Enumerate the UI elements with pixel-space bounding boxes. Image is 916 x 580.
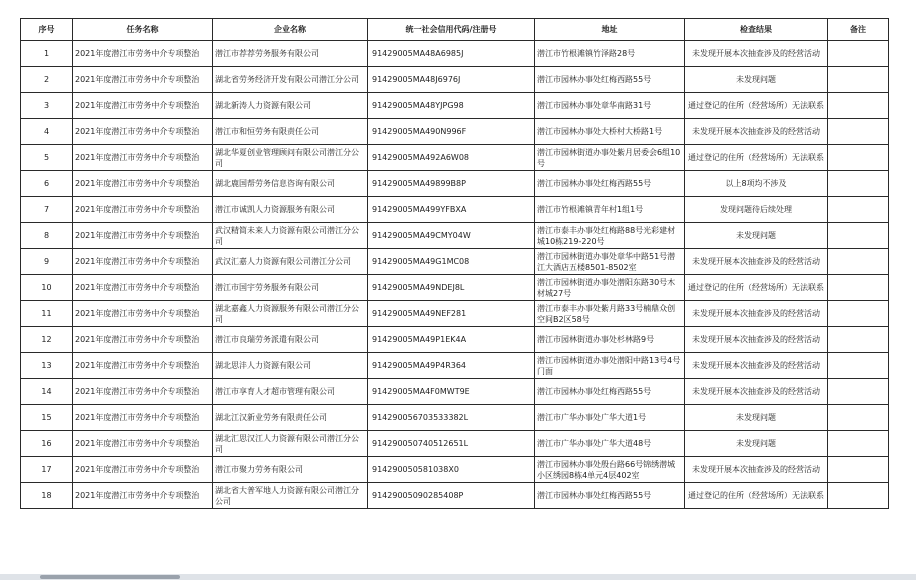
cell-addr[interactable]: 潜江市园林办事处红梅西路55号	[535, 67, 685, 93]
cell-note[interactable]	[828, 483, 889, 509]
cell-no[interactable]: 8	[21, 223, 73, 249]
cell-note[interactable]	[828, 145, 889, 171]
cell-result[interactable]: 未发现开展本次抽查涉及的经营活动	[685, 379, 828, 405]
cell-result[interactable]: 未发现开展本次抽查涉及的经营活动	[685, 119, 828, 145]
cell-code[interactable]: 91429005090285408P	[368, 483, 535, 509]
cell-addr[interactable]: 潜江市竹根滩镇竹泽路28号	[535, 41, 685, 67]
cell-result[interactable]: 未发现问题	[685, 405, 828, 431]
cell-task[interactable]: 2021年度潜江市劳务中介专项整治	[73, 249, 213, 275]
cell-result[interactable]: 发现问题待后续处理	[685, 197, 828, 223]
table-row	[21, 41, 889, 67]
cell-task[interactable]: 2021年度潜江市劳务中介专项整治	[73, 223, 213, 249]
table-body	[21, 41, 889, 509]
col-header-task: 任务名称	[73, 19, 213, 41]
cell-code[interactable]: 91429005MA49P4R364	[368, 353, 535, 379]
col-header-no: 序号	[21, 19, 73, 41]
cell-task[interactable]: 2021年度潜江市劳务中介专项整治	[73, 379, 213, 405]
cell-note[interactable]	[828, 275, 889, 301]
cell-note[interactable]	[828, 67, 889, 93]
table-row	[21, 457, 889, 483]
cell-addr[interactable]: 潜江市园林街道办事处紫月居委会6组10号	[535, 145, 685, 171]
cell-task[interactable]: 2021年度潜江市劳务中介专项整治	[73, 67, 213, 93]
cell-task[interactable]: 2021年度潜江市劳务中介专项整治	[73, 353, 213, 379]
cell-no[interactable]: 4	[21, 119, 73, 145]
cell-addr[interactable]: 潜江市园林街道办事处潜阳中路13号4号门面	[535, 353, 685, 379]
table-row	[21, 275, 889, 301]
cell-task[interactable]: 2021年度潜江市劳务中介专项整治	[73, 171, 213, 197]
table-row	[21, 301, 889, 327]
cell-org[interactable]: 湖北省劳务经济开发有限公司潜江分公司	[213, 67, 368, 93]
cell-org[interactable]: 潜江市良瑞劳务派遣有限公司	[213, 327, 368, 353]
cell-note[interactable]	[828, 249, 889, 275]
cell-note[interactable]	[828, 457, 889, 483]
cell-addr[interactable]: 潜江市园林办事处红梅西路55号	[535, 379, 685, 405]
cell-result[interactable]: 未发现开展本次抽查涉及的经营活动	[685, 249, 828, 275]
cell-no[interactable]: 11	[21, 301, 73, 327]
inspection-table	[20, 18, 889, 509]
cell-code[interactable]: 91429005MA49G1MC08	[368, 249, 535, 275]
cell-no[interactable]: 7	[21, 197, 73, 223]
cell-code[interactable]: 914290056703533382L	[368, 405, 535, 431]
cell-addr[interactable]: 潜江市竹根滩镇青年村1组1号	[535, 197, 685, 223]
cell-result[interactable]: 通过登记的住所（经营场所）无法联系	[685, 483, 828, 509]
cell-code[interactable]: 91429005MA4F0MWT9E	[368, 379, 535, 405]
table-row	[21, 353, 889, 379]
cell-code[interactable]: 91429005MA49P1EK4A	[368, 327, 535, 353]
cell-note[interactable]	[828, 431, 889, 457]
cell-result[interactable]: 未发现开展本次抽查涉及的经营活动	[685, 301, 828, 327]
cell-result[interactable]: 未发现开展本次抽查涉及的经营活动	[685, 353, 828, 379]
horizontal-scrollbar[interactable]	[0, 574, 916, 580]
cell-no[interactable]: 3	[21, 93, 73, 119]
cell-addr[interactable]: 潜江市园林办事处殷台路66号锦绣潜城小区绣园8栋4单元4层402室	[535, 457, 685, 483]
cell-note[interactable]	[828, 93, 889, 119]
cell-no[interactable]: 5	[21, 145, 73, 171]
header-row	[21, 19, 889, 41]
col-header-note: 备注	[828, 19, 889, 41]
cell-org[interactable]: 潜江市享育人才超市管理有限公司	[213, 379, 368, 405]
cell-code[interactable]: 91429005MA48J6976J	[368, 67, 535, 93]
col-header-result: 检查结果	[685, 19, 828, 41]
cell-code[interactable]: 914290050740512651L	[368, 431, 535, 457]
cell-no[interactable]: 14	[21, 379, 73, 405]
cell-no[interactable]: 6	[21, 171, 73, 197]
cell-note[interactable]	[828, 223, 889, 249]
cell-code[interactable]: 914290050581038X0	[368, 457, 535, 483]
cell-task[interactable]: 2021年度潜江市劳务中介专项整治	[73, 41, 213, 67]
cell-addr[interactable]: 潜江市泰丰办事处红梅路88号光彩建材城10栋219-220号	[535, 223, 685, 249]
cell-no[interactable]: 16	[21, 431, 73, 457]
col-header-org: 企业名称	[213, 19, 368, 41]
cell-org[interactable]: 潜江市聚力劳务有限公司	[213, 457, 368, 483]
cell-task[interactable]: 2021年度潜江市劳务中介专项整治	[73, 119, 213, 145]
cell-task[interactable]: 2021年度潜江市劳务中介专项整治	[73, 93, 213, 119]
cell-no[interactable]: 2	[21, 67, 73, 93]
cell-task[interactable]: 2021年度潜江市劳务中介专项整治	[73, 431, 213, 457]
table-row	[21, 67, 889, 93]
cell-result[interactable]: 通过登记的住所（经营场所）无法联系	[685, 145, 828, 171]
cell-note[interactable]	[828, 119, 889, 145]
cell-note[interactable]	[828, 41, 889, 67]
table-row	[21, 327, 889, 353]
cell-addr[interactable]: 潜江市园林街道办事处潜阳东路30号木材城27号	[535, 275, 685, 301]
cell-no[interactable]: 10	[21, 275, 73, 301]
cell-no[interactable]: 12	[21, 327, 73, 353]
col-header-addr: 地址	[535, 19, 685, 41]
cell-note[interactable]	[828, 197, 889, 223]
cell-org[interactable]: 潜江市诚凯人力资源服务有限公司	[213, 197, 368, 223]
cell-result[interactable]: 未发现问题	[685, 67, 828, 93]
cell-org[interactable]: 湖北思沣人力资源有限公司	[213, 353, 368, 379]
table-row	[21, 171, 889, 197]
cell-org[interactable]: 湖北鹿国帮劳务信息咨询有限公司	[213, 171, 368, 197]
cell-code[interactable]: 91429005MA492A6W08	[368, 145, 535, 171]
document-page	[20, 18, 888, 509]
cell-addr[interactable]: 潜江市园林办事处红梅西路55号	[535, 483, 685, 509]
cell-no[interactable]: 9	[21, 249, 73, 275]
table-row	[21, 379, 889, 405]
cell-addr[interactable]: 潜江市广华办事处广华大道1号	[535, 405, 685, 431]
cell-task[interactable]: 2021年度潜江市劳务中介专项整治	[73, 275, 213, 301]
table-row	[21, 483, 889, 509]
cell-org[interactable]: 潜江市和恒劳务有限责任公司	[213, 119, 368, 145]
table-row	[21, 119, 889, 145]
cell-code[interactable]: 91429005MA49NEF281	[368, 301, 535, 327]
cell-result[interactable]: 未发现问题	[685, 431, 828, 457]
cell-org[interactable]: 湖北新涛人力资源有限公司	[213, 93, 368, 119]
cell-note[interactable]	[828, 171, 889, 197]
table-row	[21, 197, 889, 223]
cell-note[interactable]	[828, 327, 889, 353]
cell-note[interactable]	[828, 379, 889, 405]
table-row	[21, 249, 889, 275]
table-row	[21, 405, 889, 431]
cell-result[interactable]: 以上8项均不涉及	[685, 171, 828, 197]
cell-org[interactable]: 湖北省大普军地人力资源有限公司潜江分公司	[213, 483, 368, 509]
cell-result[interactable]: 未发现开展本次抽查涉及的经营活动	[685, 41, 828, 67]
cell-org[interactable]: 湖北汇思汉江人力资源有限公司潜江分公司	[213, 431, 368, 457]
cell-org[interactable]: 潜江市荐荐劳务服务有限公司	[213, 41, 368, 67]
cell-code[interactable]: 91429005MA49NDEJ8L	[368, 275, 535, 301]
table-row	[21, 223, 889, 249]
cell-task[interactable]: 2021年度潜江市劳务中介专项整治	[73, 405, 213, 431]
cell-addr[interactable]: 潜江市广华办事处广华大道48号	[535, 431, 685, 457]
cell-note[interactable]	[828, 353, 889, 379]
scrollbar-thumb[interactable]	[40, 575, 180, 579]
cell-result[interactable]: 通过登记的住所（经营场所）无法联系	[685, 275, 828, 301]
cell-code[interactable]: 91429005MA499YFBXA	[368, 197, 535, 223]
cell-addr[interactable]: 潜江市园林办事处大桥村大桥路1号	[535, 119, 685, 145]
table-row	[21, 431, 889, 457]
cell-code[interactable]: 91429005MA49CMY04W	[368, 223, 535, 249]
cell-addr[interactable]: 潜江市园林办事处红梅西路55号	[535, 171, 685, 197]
cell-no[interactable]: 13	[21, 353, 73, 379]
cell-no[interactable]: 15	[21, 405, 73, 431]
cell-code[interactable]: 91429005MA490N996F	[368, 119, 535, 145]
cell-result[interactable]: 未发现问题	[685, 223, 828, 249]
cell-org[interactable]: 湖北华夏创业管理顾问有限公司潜江分公司	[213, 145, 368, 171]
cell-org[interactable]: 湖北江汉新业劳务有限责任公司	[213, 405, 368, 431]
cell-no[interactable]: 17	[21, 457, 73, 483]
cell-task[interactable]: 2021年度潜江市劳务中介专项整治	[73, 145, 213, 171]
cell-no[interactable]: 1	[21, 41, 73, 67]
cell-result[interactable]: 未发现开展本次抽查涉及的经营活动	[685, 457, 828, 483]
cell-org[interactable]: 武汉精简未来人力资源有限公司潜江分公司	[213, 223, 368, 249]
col-header-code: 统一社会信用代码/注册号	[368, 19, 535, 41]
cell-org[interactable]: 潜江市国宇劳务服务有限公司	[213, 275, 368, 301]
cell-addr[interactable]: 潜江市泰丰办事处紫月路33号楠鼎众创空间B2区58号	[535, 301, 685, 327]
cell-org[interactable]: 武汉汇嘉人力资源有限公司潜江分公司	[213, 249, 368, 275]
cell-addr[interactable]: 潜江市园林街道办事处杉林路9号	[535, 327, 685, 353]
cell-result[interactable]: 通过登记的住所（经营场所）无法联系	[685, 93, 828, 119]
cell-note[interactable]	[828, 405, 889, 431]
table-row	[21, 145, 889, 171]
cell-task[interactable]: 2021年度潜江市劳务中介专项整治	[73, 483, 213, 509]
table-row	[21, 93, 889, 119]
cell-addr[interactable]: 潜江市园林办事处章华南路31号	[535, 93, 685, 119]
cell-code[interactable]: 91429005MA48A6985J	[368, 41, 535, 67]
cell-task[interactable]: 2021年度潜江市劳务中介专项整治	[73, 457, 213, 483]
cell-code[interactable]: 91429005MA49899B8P	[368, 171, 535, 197]
cell-result[interactable]: 未发现开展本次抽查涉及的经营活动	[685, 327, 828, 353]
cell-org[interactable]: 湖北嘉鑫人力资源服务有限公司潜江分公司	[213, 301, 368, 327]
cell-task[interactable]: 2021年度潜江市劳务中介专项整治	[73, 301, 213, 327]
cell-code[interactable]: 91429005MA48YJPG98	[368, 93, 535, 119]
cell-note[interactable]	[828, 301, 889, 327]
cell-no[interactable]: 18	[21, 483, 73, 509]
cell-task[interactable]: 2021年度潜江市劳务中介专项整治	[73, 327, 213, 353]
cell-task[interactable]: 2021年度潜江市劳务中介专项整治	[73, 197, 213, 223]
cell-addr[interactable]: 潜江市园林街道办事处章华中路51号潜江大酒店五楼8501-8502室	[535, 249, 685, 275]
